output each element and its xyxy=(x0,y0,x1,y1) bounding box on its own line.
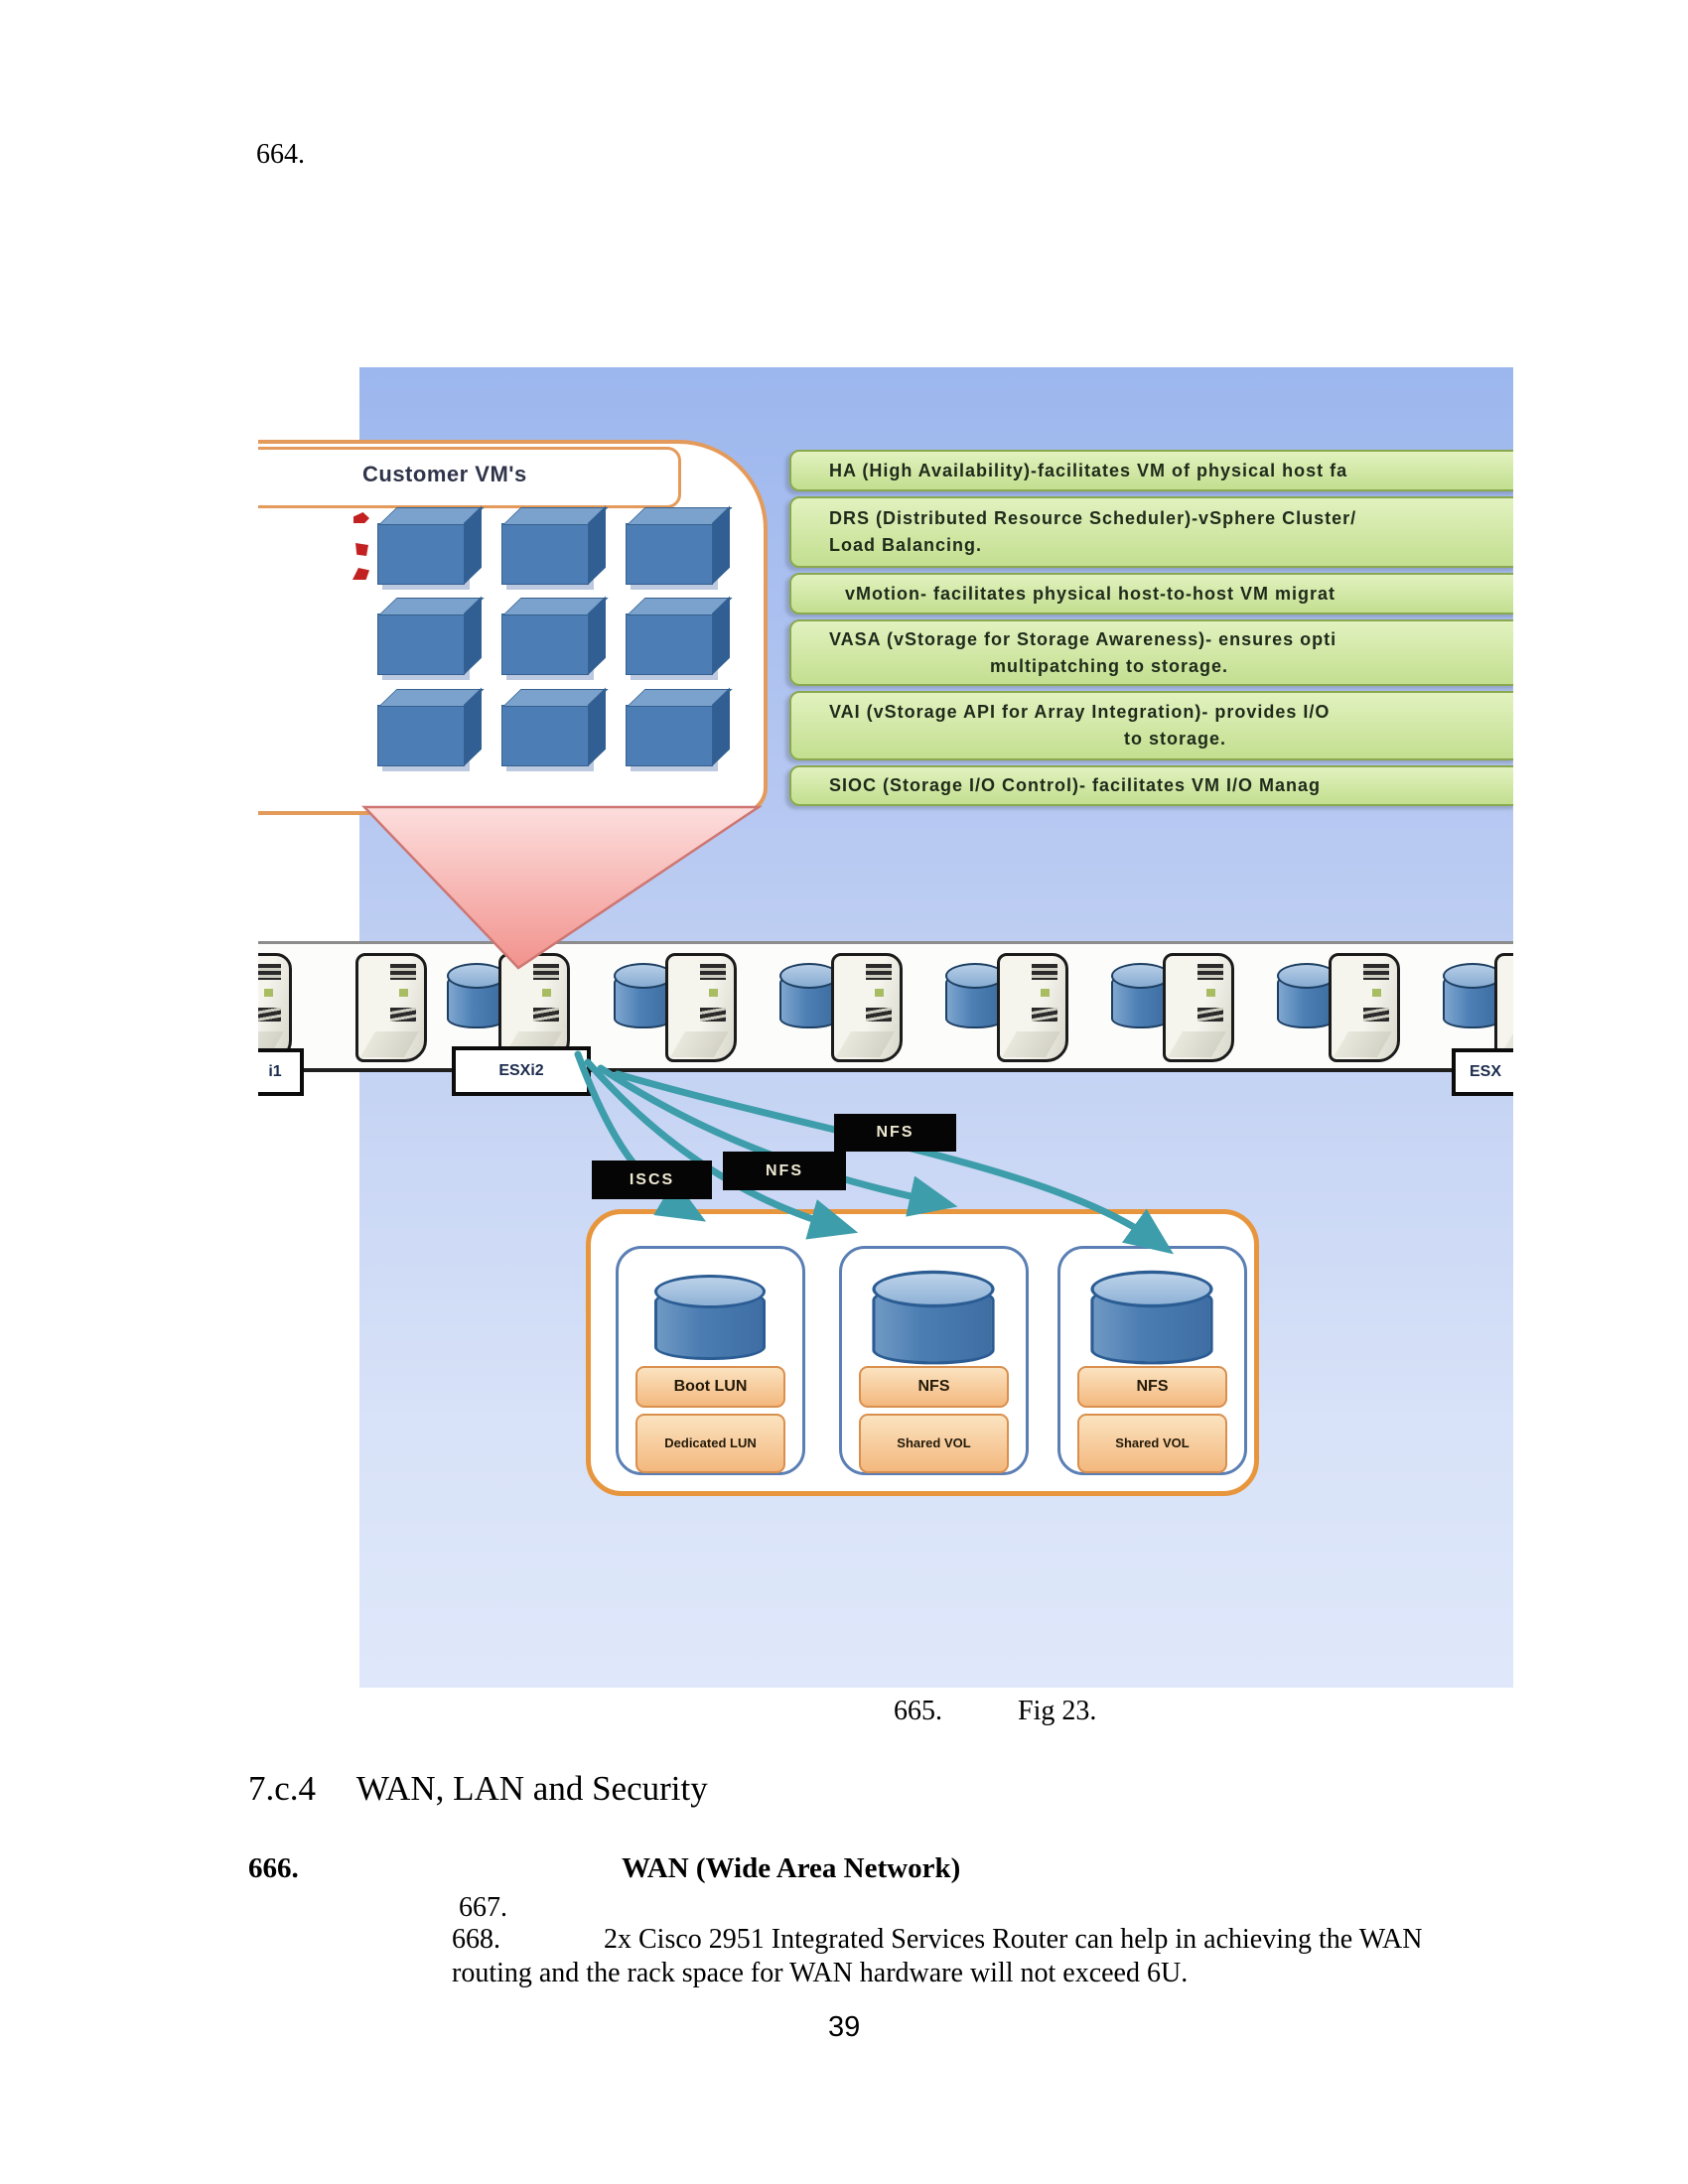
datastore-cylinder-icon xyxy=(1277,963,1336,1028)
datastore-cylinder-icon xyxy=(945,963,1005,1028)
vm-cube xyxy=(377,614,465,675)
page-number: 39 xyxy=(828,2011,861,2043)
item-667-number: 667. xyxy=(459,1892,507,1923)
esxi-host-icon xyxy=(779,953,918,1064)
feature-text: HA (High Availability)-facilitates VM of physical host fa xyxy=(829,460,1348,480)
storage-label: NFS xyxy=(859,1366,1009,1408)
protocol-label-text: NFS xyxy=(876,1124,914,1141)
datastore-cylinder-icon xyxy=(614,963,673,1028)
feature-text: to storage. xyxy=(1124,729,1227,749)
item-668-line2: routing and the rack space for WAN hardware will not exceed 6U. xyxy=(452,1958,1189,1988)
vm-cube xyxy=(501,705,589,766)
feature-box-drs xyxy=(789,496,1513,568)
item-668-text: 2x Cisco 2951 Integrated Services Router can help in achieving the WAN xyxy=(604,1924,1423,1955)
esxi-host-icon xyxy=(945,953,1084,1064)
customer-vms-title: Customer VM's xyxy=(362,462,527,486)
section-title: WAN, LAN and Security xyxy=(355,1769,708,1808)
server-tower-icon xyxy=(1163,953,1234,1062)
esxi-host-icon xyxy=(614,953,753,1064)
server-tower-icon xyxy=(258,953,292,1062)
vm-cube xyxy=(501,614,589,675)
storage-cylinder-icon xyxy=(654,1275,766,1358)
host-label-text: ESX xyxy=(1470,1063,1502,1080)
section-number: 7.c.4 xyxy=(248,1769,317,1808)
server-tower-icon xyxy=(665,953,737,1062)
item-666-number: 666. xyxy=(248,1852,299,1884)
storage-cylinder-icon xyxy=(872,1271,994,1362)
caption-label: Fig 23. xyxy=(1018,1696,1097,1726)
feature-text: vMotion- facilitates physical host-to-host VM migrat xyxy=(845,583,1336,604)
figure-23-diagram xyxy=(258,367,1513,1688)
item-668-number: 668. xyxy=(452,1924,500,1955)
feature-box-vasa xyxy=(789,619,1513,686)
feature-box-vmotion xyxy=(789,573,1513,614)
storage-cylinder-icon xyxy=(1090,1271,1212,1362)
host-label-esxi-right xyxy=(1452,1048,1513,1096)
feature-text: DRS (Distributed Resource Scheduler)-vSphere Cluster/ xyxy=(829,508,1357,528)
esxi-host-icon xyxy=(1277,953,1416,1064)
server-tower-icon xyxy=(831,953,903,1062)
esxi-host-icon xyxy=(1111,953,1250,1064)
feature-text: VASA (vStorage for Storage Awareness)- ensures opti xyxy=(829,628,1337,649)
host-label-text: i1 xyxy=(268,1063,282,1080)
esxi-host-icon xyxy=(304,953,443,1064)
datastore-cylinder-icon xyxy=(1111,963,1171,1028)
section-heading xyxy=(248,1769,708,1809)
item-668-line1 xyxy=(452,1924,1422,1956)
server-tower-icon xyxy=(1329,953,1400,1062)
protocol-label-nfs-2 xyxy=(834,1114,956,1152)
feature-box-sioc xyxy=(789,765,1513,806)
storage-group-nfs-1 xyxy=(839,1246,1029,1475)
protocol-label-text: ISCS xyxy=(629,1170,675,1188)
server-tower-icon xyxy=(997,953,1068,1062)
caption-number: 665. xyxy=(894,1696,942,1726)
storage-group-nfs-2 xyxy=(1057,1246,1247,1475)
server-tower-icon xyxy=(355,953,427,1062)
feature-text: multipatching to storage. xyxy=(990,655,1229,676)
vm-cube xyxy=(501,523,589,585)
datastore-cylinder-icon xyxy=(779,963,839,1028)
feature-text: SIOC (Storage I/O Control)- facilitates VM I/O Manag xyxy=(829,775,1322,795)
storage-sublabel: Dedicated LUN xyxy=(635,1414,785,1473)
protocol-label-iscsi xyxy=(592,1160,712,1199)
feature-box-vai xyxy=(789,691,1513,760)
storage-sublabel: Shared VOL xyxy=(1077,1414,1227,1473)
vm-cube xyxy=(626,614,713,675)
datastore-cylinder-icon xyxy=(1443,963,1502,1028)
protocol-label-text: NFS xyxy=(766,1161,803,1179)
feature-text: VAI (vStorage API for Array Integration)- provides I/O xyxy=(829,702,1331,722)
server-tower-icon xyxy=(1494,953,1513,1062)
storage-group-boot-lun xyxy=(616,1246,805,1475)
host-label-esxi1 xyxy=(258,1048,304,1096)
storage-label: Boot LUN xyxy=(635,1366,785,1408)
customer-vms-title-box xyxy=(258,447,681,508)
host-label-esxi2 xyxy=(452,1046,591,1096)
clipped-red-text-fragment xyxy=(355,543,368,556)
storage-sublabel: Shared VOL xyxy=(859,1414,1009,1473)
host-label-text: ESXi2 xyxy=(498,1062,544,1079)
protocol-label-nfs-1 xyxy=(723,1152,846,1190)
paragraph-number-664: 664. xyxy=(256,139,305,170)
datastore-cylinder-icon xyxy=(447,963,506,1028)
vm-cube xyxy=(626,523,713,585)
vm-cube xyxy=(377,705,465,766)
vm-cube xyxy=(377,523,465,585)
vm-cube xyxy=(626,705,713,766)
feature-box-ha xyxy=(789,450,1513,491)
item-666-title: WAN (Wide Area Network) xyxy=(622,1852,961,1884)
figure-caption xyxy=(894,1696,1096,1727)
storage-label: NFS xyxy=(1077,1366,1227,1408)
feature-text: Load Balancing. xyxy=(829,535,983,555)
